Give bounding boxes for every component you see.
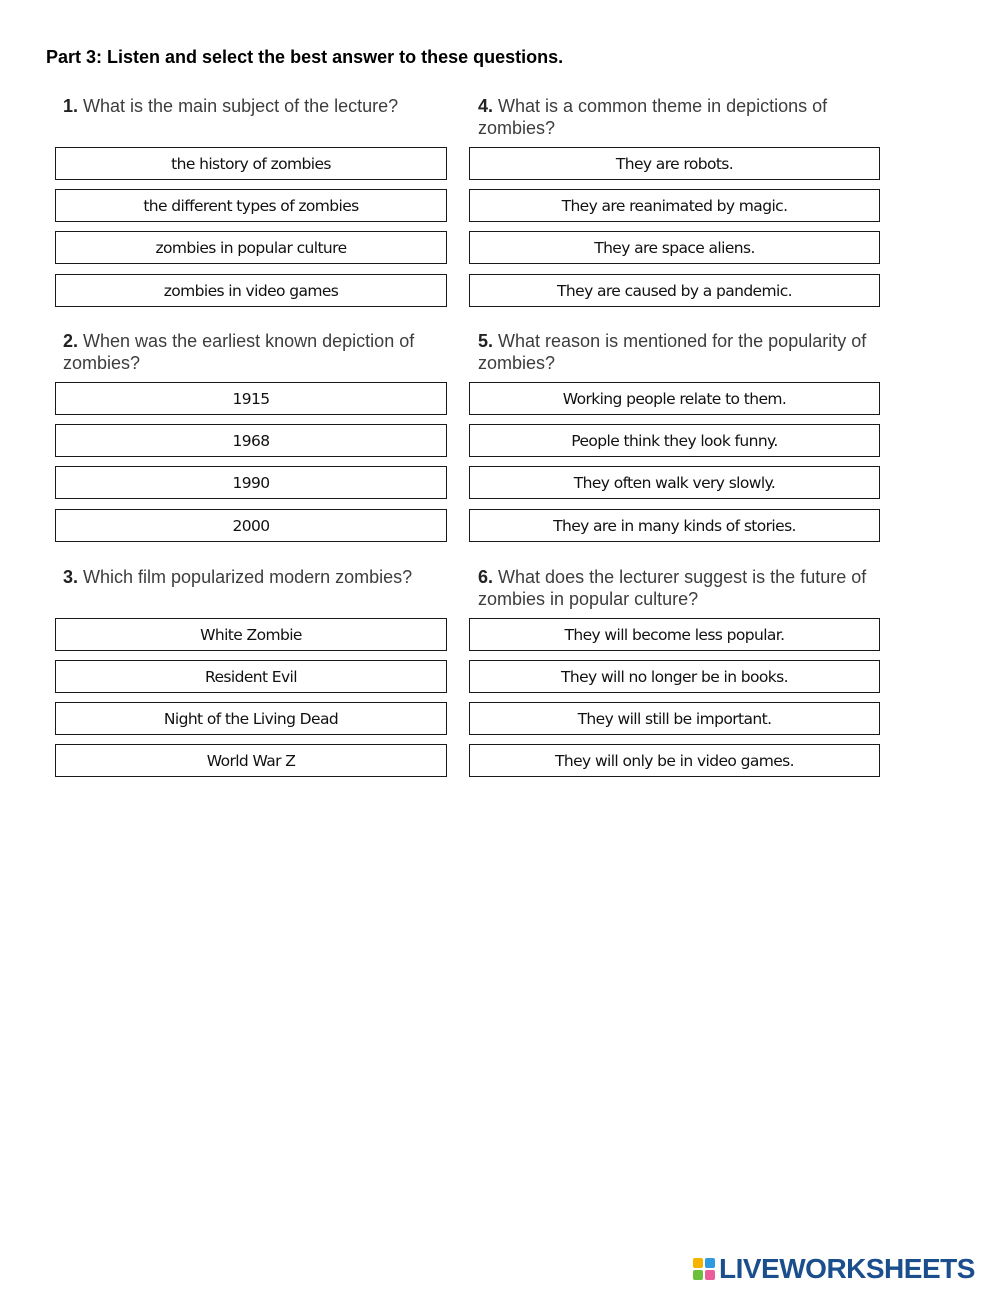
question-number: 2. — [63, 331, 79, 351]
q6-option-4[interactable]: They will only be in video games. — [469, 744, 880, 777]
question-2 — [63, 330, 453, 374]
q4-option-3[interactable]: They are space aliens. — [469, 231, 880, 264]
question-number: 5. — [478, 331, 494, 351]
question-6 — [478, 566, 878, 610]
liveworksheets-logo — [693, 1253, 975, 1285]
q4-option-4[interactable]: They are caused by a pandemic. — [469, 274, 880, 307]
q2-option-4[interactable]: 2000 — [55, 509, 447, 542]
q5-option-1[interactable]: Working people relate to them. — [469, 382, 880, 415]
question-number: 3. — [63, 567, 79, 587]
q3-option-2[interactable]: Resident Evil — [55, 660, 447, 693]
question-text: What is a common theme in depictions of zombies? — [478, 96, 828, 138]
q4-option-1[interactable]: They are robots. — [469, 147, 880, 180]
q4-option-2[interactable]: They are reanimated by magic. — [469, 189, 880, 222]
q5-option-4[interactable]: They are in many kinds of stories. — [469, 509, 880, 542]
question-number: 4. — [478, 96, 494, 116]
q3-option-4[interactable]: World War Z — [55, 744, 447, 777]
logo-text: LIVEWORKSHEETS — [719, 1253, 975, 1284]
q6-option-3[interactable]: They will still be important. — [469, 702, 880, 735]
q6-option-2[interactable]: They will no longer be in books. — [469, 660, 880, 693]
logo-tiles-icon — [693, 1258, 715, 1280]
question-number: 1. — [63, 96, 79, 116]
question-5 — [478, 330, 878, 374]
q2-option-2[interactable]: 1968 — [55, 424, 447, 457]
question-3 — [63, 566, 453, 588]
q2-option-3[interactable]: 1990 — [55, 466, 447, 499]
question-number: 6. — [478, 567, 494, 587]
question-text: Which film popularized modern zombies? — [83, 567, 413, 587]
q2-option-1[interactable]: 1915 — [55, 382, 447, 415]
question-4 — [478, 95, 878, 139]
question-text: What reason is mentioned for the popularity of zombies? — [478, 331, 867, 373]
q3-option-1[interactable]: White Zombie — [55, 618, 447, 651]
q5-option-3[interactable]: They often walk very slowly. — [469, 466, 880, 499]
question-text: What does the lecturer suggest is the future of zombies in popular culture? — [478, 567, 867, 609]
q1-option-2[interactable]: the different types of zombies — [55, 189, 447, 222]
q6-option-1[interactable]: They will become less popular. — [469, 618, 880, 651]
q3-option-3[interactable]: Night of the Living Dead — [55, 702, 447, 735]
page-title: Part 3: Listen and select the best answer to these questions. — [46, 47, 564, 67]
question-text: When was the earliest known depiction of zombies? — [63, 331, 415, 373]
q1-option-4[interactable]: zombies in video games — [55, 274, 447, 307]
q5-option-2[interactable]: People think they look funny. — [469, 424, 880, 457]
question-text: What is the main subject of the lecture? — [83, 96, 399, 116]
q1-option-3[interactable]: zombies in popular culture — [55, 231, 447, 264]
q1-option-1[interactable]: the history of zombies — [55, 147, 447, 180]
question-1 — [63, 95, 453, 117]
